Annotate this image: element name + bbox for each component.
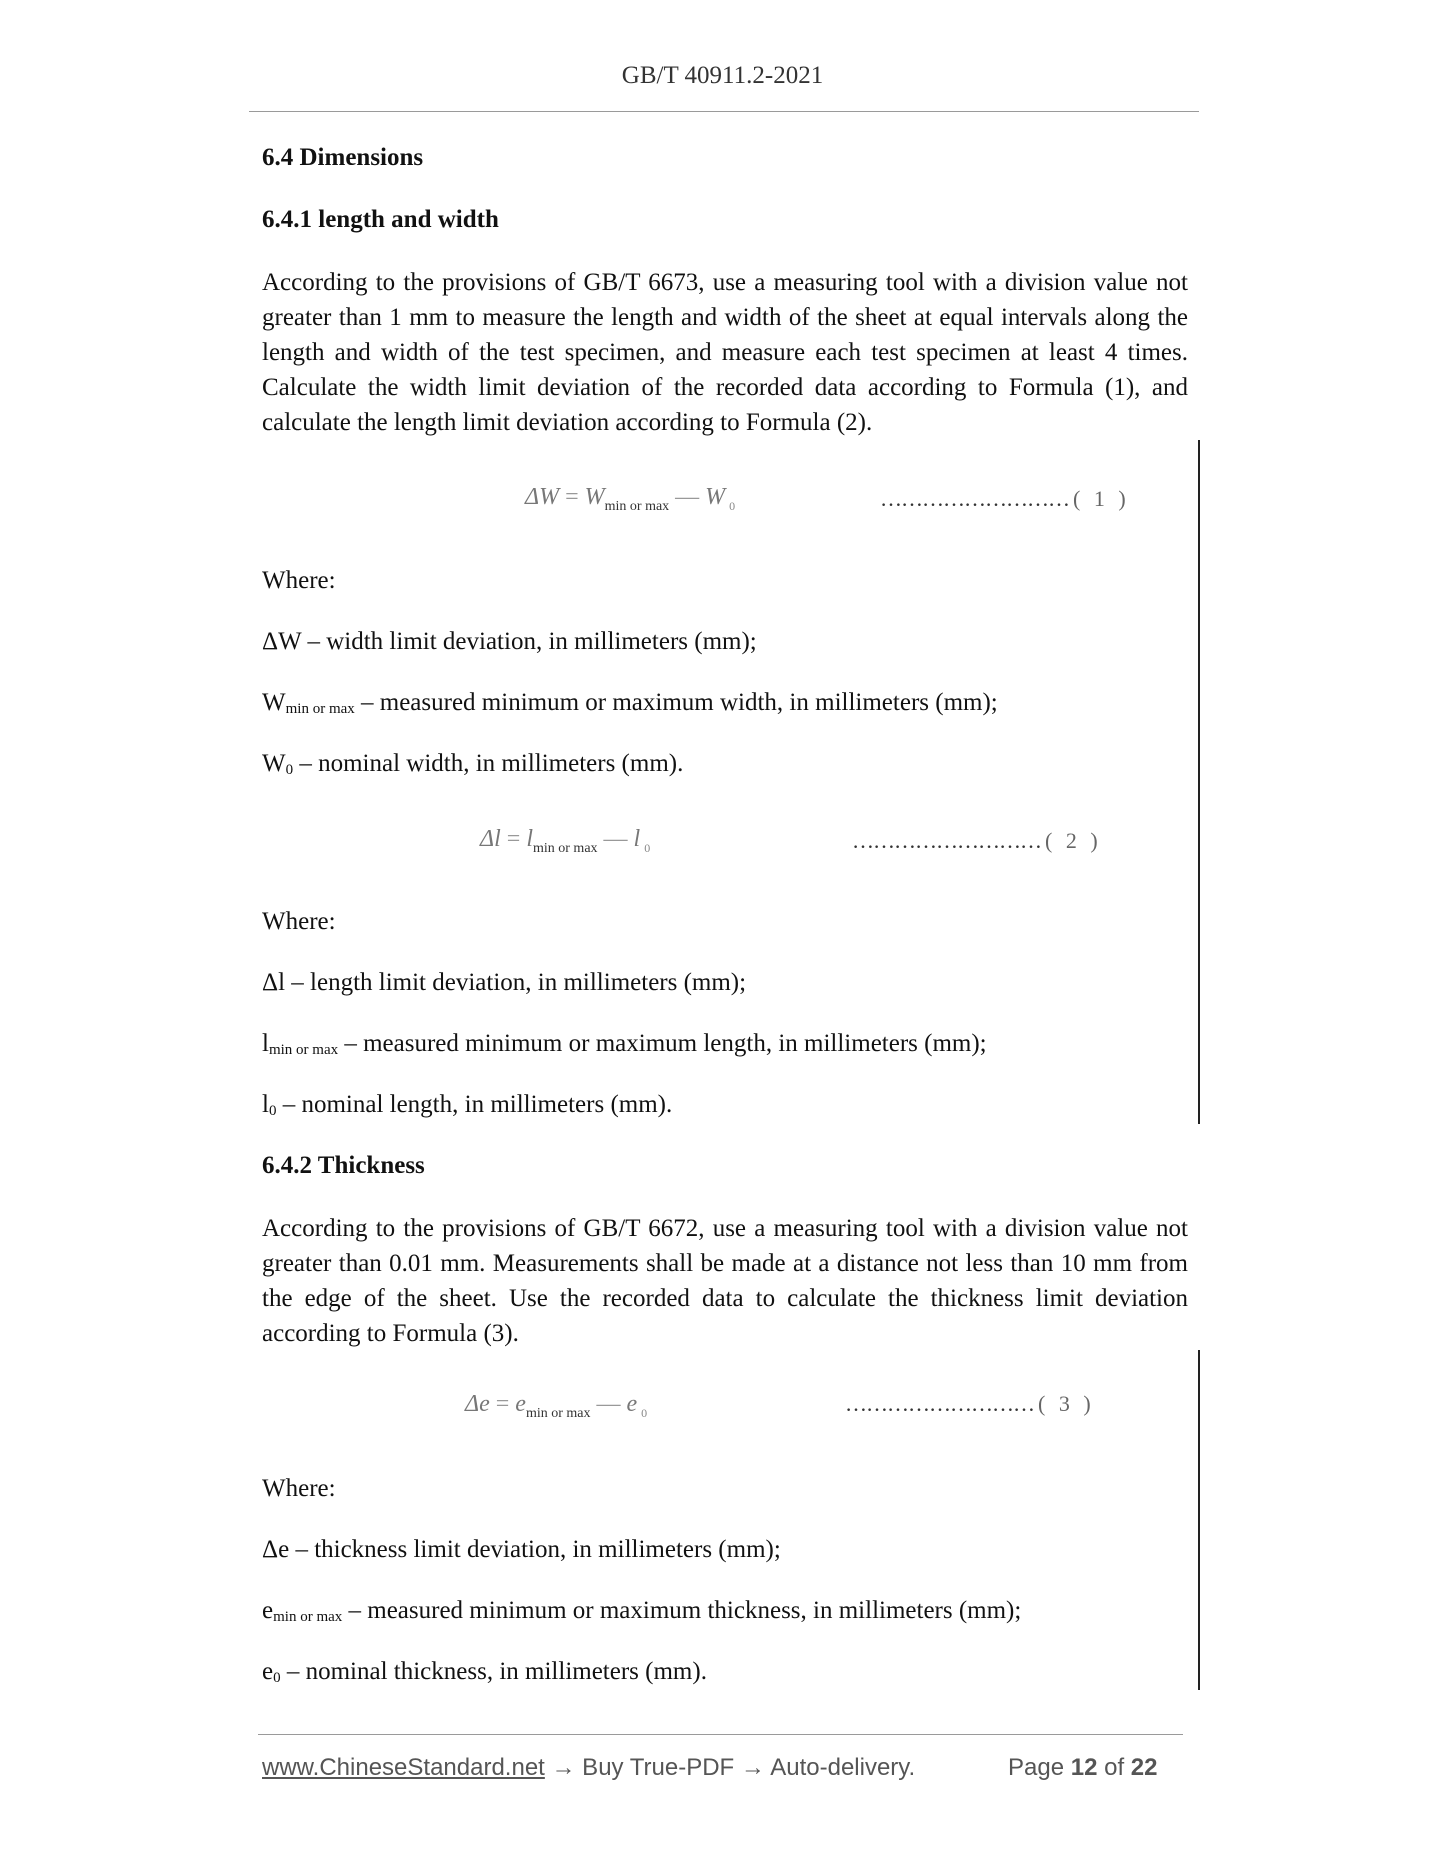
- formula-subscript: min or max: [525, 1406, 591, 1421]
- definition-delta-w: [262, 628, 757, 656]
- equation-number: ( 2 ): [1045, 828, 1102, 853]
- symbol: ΔW: [262, 628, 302, 655]
- where-label: Where:: [262, 567, 336, 594]
- formula-2: [480, 826, 651, 856]
- page-label: Page: [1008, 1754, 1065, 1781]
- definition-delta-e: [262, 1536, 781, 1564]
- definition-text: – width limit deviation, in millimeters (mm);: [301, 628, 757, 655]
- formula-var0: l: [633, 826, 641, 852]
- formula-3: [465, 1391, 648, 1421]
- footer-promo: [262, 1754, 915, 1782]
- formula-subscript: min or max: [532, 841, 598, 856]
- minus-sign: —: [603, 826, 628, 852]
- symbol-subscript: 0: [285, 762, 294, 778]
- definition-text: – nominal thickness, in millimeters (mm).: [280, 1658, 707, 1685]
- total-pages: 22: [1130, 1754, 1158, 1781]
- symbol-subscript: min or max: [285, 701, 355, 717]
- definition-l0: [262, 1091, 672, 1119]
- where-label: Where:: [262, 1475, 336, 1502]
- symbol: l: [262, 1091, 269, 1118]
- formula-subscript0: 0: [641, 1406, 648, 1420]
- leader-dots: ………………………: [880, 486, 1069, 511]
- definition-text: – nominal width, in millimeters (mm).: [293, 750, 684, 777]
- definition-w-min-max: [262, 689, 998, 717]
- formula-1-number: [880, 486, 1130, 512]
- minus-sign: —: [675, 484, 700, 510]
- definition-text: – length limit deviation, in millimeters (mm);: [285, 969, 747, 996]
- change-bar: [1198, 1350, 1200, 1690]
- footer-delivery-text: → Auto-delivery.: [740, 1754, 916, 1781]
- equals-sign: =: [495, 1391, 510, 1417]
- symbol: W: [262, 750, 286, 777]
- symbol: Δe: [262, 1536, 290, 1563]
- chinesestandard-link[interactable]: www.ChineseStandard.net: [262, 1754, 545, 1781]
- page-indicator: [1008, 1754, 1158, 1782]
- of-label: of: [1104, 1754, 1125, 1781]
- equals-sign: =: [506, 826, 521, 852]
- definition-delta-l: [262, 969, 746, 997]
- symbol: W: [262, 689, 286, 716]
- section-heading-6-4-2: 6.4.2 Thickness: [262, 1152, 425, 1179]
- page-number: 12: [1070, 1754, 1098, 1781]
- paragraph-length-width: According to the provisions of GB/T 6673, use a measuring tool with a division value not greater than 1 mm to measure the length and width of the sheet at equal intervals along the length and width of the test specimen, and measure each test specimen at least 4 times. Calculate the width limit deviation of the recorded data according to Formula (1), and calculate the length limit deviation according to Formula (2).: [262, 269, 1188, 436]
- definition-l-min-max: [262, 1030, 987, 1058]
- symbol-subscript: min or max: [268, 1042, 339, 1058]
- symbol-subscript: 0: [273, 1670, 281, 1686]
- definition-text: – thickness limit deviation, in millimeters (mm);: [289, 1536, 781, 1563]
- header-divider: [249, 111, 1199, 112]
- formula-subscript: min or max: [604, 499, 670, 514]
- section-heading-6-4-1: 6.4.1 length and width: [262, 206, 499, 233]
- formula-subscript0: 0: [644, 841, 651, 855]
- formula-subscript0: 0: [729, 499, 736, 513]
- equation-number: ( 1 ): [1073, 486, 1130, 511]
- definition-text: – measured minimum or maximum length, in millimeters (mm);: [338, 1030, 987, 1057]
- where-label: Where:: [262, 908, 336, 935]
- formula-var: e: [515, 1391, 526, 1417]
- formula-var: l: [526, 826, 533, 852]
- formula-var: W: [584, 484, 605, 510]
- leader-dots: ………………………: [845, 1391, 1034, 1416]
- formula-lhs: Δe: [465, 1391, 490, 1417]
- paragraph-thickness: According to the provisions of GB/T 6672, use a measuring tool with a division value not greater than 0.01 mm. Measurements shall be made at a distance not less than 10 mm from the edge of the sheet. Use the recorded data to calculate the thickness limit deviation according to Formula (3).: [262, 1215, 1188, 1347]
- equation-number: ( 3 ): [1038, 1391, 1095, 1416]
- definition-e-min-max: [262, 1597, 1021, 1625]
- symbol: e: [262, 1658, 274, 1685]
- formula-3-number: [845, 1391, 1095, 1417]
- formula-lhs: ΔW: [525, 484, 560, 510]
- formula-1: [525, 484, 736, 514]
- formula-var0: e: [626, 1391, 638, 1417]
- symbol-subscript: 0: [268, 1103, 277, 1119]
- change-bar: [1198, 440, 1200, 1124]
- running-header: GB/T 40911.2-2021: [621, 62, 824, 89]
- section-heading-6-4: 6.4 Dimensions: [262, 144, 424, 171]
- definition-e0: [262, 1658, 707, 1686]
- formula-var0: W: [705, 484, 726, 510]
- definition-text: – nominal length, in millimeters (mm).: [276, 1091, 673, 1118]
- definition-w0: [262, 750, 683, 778]
- equals-sign: =: [565, 484, 579, 510]
- footer-divider: [258, 1734, 1183, 1735]
- symbol-subscript: min or max: [273, 1609, 343, 1625]
- leader-dots: ………………………: [852, 828, 1041, 853]
- definition-text: – measured minimum or maximum thickness, in millimeters (mm);: [342, 1597, 1022, 1624]
- symbol: Δl: [262, 969, 286, 996]
- footer-buy-text: → Buy True-PDF: [544, 1754, 741, 1781]
- symbol: l: [262, 1030, 269, 1057]
- minus-sign: —: [596, 1391, 621, 1417]
- formula-2-number: [852, 828, 1102, 854]
- definition-text: – measured minimum or maximum width, in millimeters (mm);: [354, 689, 998, 716]
- formula-lhs: Δl: [480, 826, 501, 852]
- symbol: e: [262, 1597, 274, 1624]
